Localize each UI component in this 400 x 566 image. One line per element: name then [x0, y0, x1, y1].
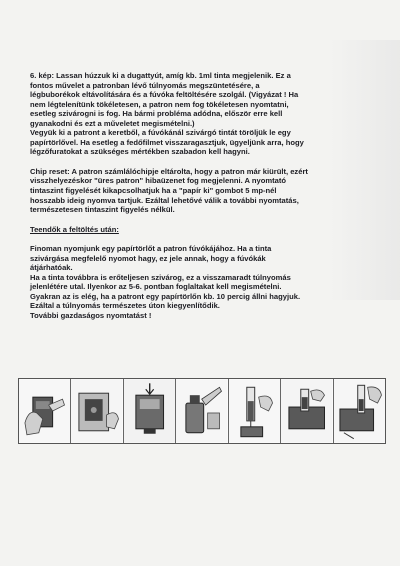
text-line: jelenlétére utal. Ilyenkor az 5-6. pontban foglaltakat kell megismételni.: [30, 282, 282, 292]
text-line: visszhelyezéskor "üres patron" hibaüzenet fog megjelenni. A nyomtató: [30, 176, 287, 186]
text-line: nem légtelenítünk tökéletesen, a patron nem fog tökéletesen nyomtatni,: [30, 99, 289, 109]
cartridge-insert-icon: [124, 379, 176, 443]
text-line: átjárhatóak.: [30, 263, 73, 273]
illustration-strip: [18, 378, 386, 444]
text-line: Vegyük ki a patront a keretből, a fúvókánál szivárgó tintát töröljük le egy: [30, 128, 291, 138]
cartridge-frame-icon: [71, 379, 123, 443]
text-line: papírtörlővel. Ha esetleg a fedőfilmet visszaragasztjuk, ügyeljünk arra, hogy: [30, 137, 304, 147]
text-line: gyanakodni és ezt a műveletet megismételni.): [30, 118, 195, 128]
syringe-plunger-icon: [334, 379, 385, 443]
hand-cartridge-icon: [19, 379, 71, 443]
section-heading: Teendők a feltöltés után:: [30, 224, 119, 234]
text-line: fontos művelet a patronban lévő túlnyomás megszüntetésére, a: [30, 80, 260, 90]
text-line: 6. kép: Lassan húzzuk ki a dugattyút, amíg kb. 1ml tinta megjelenik. Ez a: [30, 71, 291, 80]
paragraph-step-6: [30, 71, 368, 157]
paragraph-after-refill: [30, 244, 368, 320]
text-line: Chip reset: A patron számlálóchipje eltárolta, hogy a patron már kiürült, ezért: [30, 166, 308, 176]
text-line: légzőfuratokat a szükséges mértékben szabadon kell hagyni.: [30, 147, 250, 157]
text-line: légbuborékok eltávolítására és a fúvóka feltöltésére szolgál. (Vigyázat ! Ha: [30, 90, 299, 100]
text-line: hosszabb ideig nyomva tartjuk. Ezáltal lehetővé válik a további nyomtatás,: [30, 195, 299, 205]
paragraph-chip-reset: [30, 167, 368, 215]
text-line: Ha a tinta továbbra is erőteljesen szivárog, ez a visszamaradt túlnyomás: [30, 272, 291, 282]
syringe-inject-icon: [281, 379, 333, 443]
text-line: természetesen tintaszint figyelés nélkül.: [30, 205, 175, 215]
text-line: Gyakran az is elég, ha a patront egy papírtörlőn kb. 10 percig állni hagyjuk.: [30, 291, 301, 301]
syringe-fill-icon: [229, 379, 281, 443]
text-line: Ezáltal a túlnyomás természetes úton kiegyenlítődik.: [30, 301, 220, 311]
ink-bottle-icon: [176, 379, 228, 443]
text-line: szivárgása megfelelő nyomot hagy, ez jele annak, hogy a fúvókák: [30, 253, 266, 263]
text-line: Finoman nyomjunk egy papírtörlőt a patron fúvókájához. Ha a tinta: [30, 244, 272, 254]
text-line: esetleg szivárogni is fog. Ha bármi probléma adódna, először erre kell: [30, 109, 283, 119]
text-line: tintaszint figyelését kikapcsolhatjuk ha a "papír ki" gombot 5 mp-nél: [30, 186, 277, 196]
instruction-text: [30, 71, 368, 331]
text-line: További gazdaságos nyomtatást !: [30, 311, 152, 321]
